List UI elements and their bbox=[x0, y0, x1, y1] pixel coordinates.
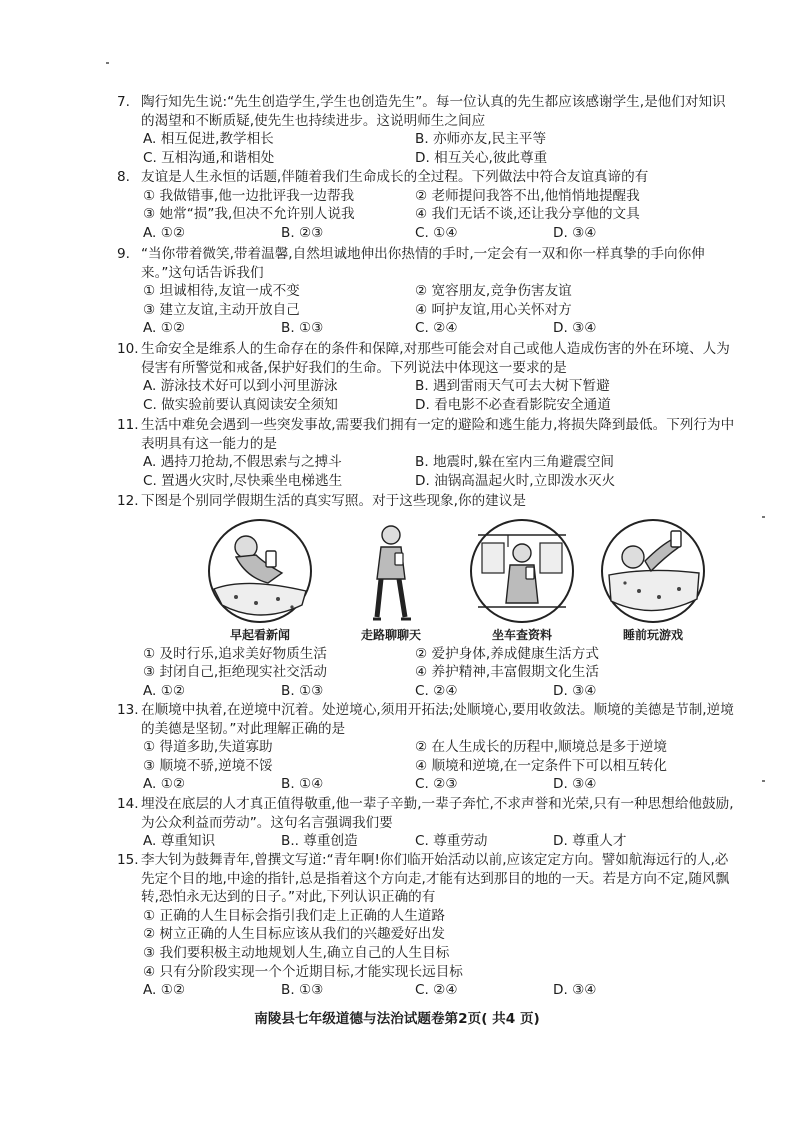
option-b: B. ①④ bbox=[281, 776, 324, 793]
page-footer: 南陵县七年级道德与法治试题卷第2页( 共4 页) bbox=[254, 1011, 540, 1027]
option-a: A. ①② bbox=[143, 776, 186, 793]
statement-2: ② 树立正确的人生目标应该从我们的兴趣爱好出发 bbox=[143, 926, 445, 943]
question-stem: 友谊是人生永恒的话题,伴随着我们生命成长的全过程。下列做法中符合友谊真谛的有 bbox=[141, 169, 649, 185]
person-lying-phone-illustration bbox=[599, 517, 707, 625]
statement-4: ④ 呵护友谊,用心关怀对方 bbox=[415, 301, 572, 318]
person-walking-phone-illustration bbox=[337, 517, 445, 625]
option-c: C. ①④ bbox=[415, 224, 458, 241]
statement-2: ② 宽容朋友,竞争伤害友谊 bbox=[415, 283, 572, 300]
question-number: 15. bbox=[117, 852, 139, 868]
option-c: C. ②④ bbox=[415, 982, 458, 999]
statement-1: ① 正确的人生目标会指引我们走上正确的人生道路 bbox=[143, 907, 445, 924]
option-d: D. 尊重人才 bbox=[553, 833, 627, 850]
option-a: A. ①② bbox=[143, 320, 186, 337]
statement-2: ② 老师提问我答不出,他悄悄地提醒我 bbox=[415, 187, 640, 204]
picture-bedtime-games bbox=[588, 517, 718, 643]
question-stem: 埋没在底层的人才真正值得敬重,他一辈子辛勤,一辈子奔忙,不求声誉和光荣,只有一种思想给他鼓励,为公众利益而劳动”。这句名言强调我们要 bbox=[141, 796, 734, 831]
illustration-strip bbox=[157, 517, 737, 645]
option-b: B. 遇到雷雨天气可去大树下暂避 bbox=[415, 378, 610, 395]
question-number: 10. bbox=[117, 341, 139, 357]
question-number: 13. bbox=[117, 702, 139, 718]
option-d: D. ③④ bbox=[553, 982, 597, 999]
picture-walking-chat bbox=[326, 517, 456, 643]
statement-3: ③ 她常“损”我,但决不允许别人说我 bbox=[143, 206, 355, 223]
statement-3: ③ 我们要积极主动地规划人生,确立自己的人生目标 bbox=[143, 944, 450, 961]
question-8 bbox=[117, 168, 737, 242]
option-c: C. 置遇火灾时,尽快乘坐电梯逃生 bbox=[143, 472, 343, 489]
statement-3: ③ 建立友谊,主动开放自己 bbox=[143, 301, 300, 318]
option-a: A. ①② bbox=[143, 982, 186, 999]
scan-speck bbox=[762, 516, 765, 518]
question-7 bbox=[117, 93, 737, 167]
option-d: D. ③④ bbox=[553, 682, 597, 699]
question-stem: 在顺境中执着,在逆境中沉着。处逆境心,须用开拓法;处顺境心,要用收敛法。顺境的美德是节制,逆境的美德是坚韧。”对此理解正确的是 bbox=[141, 702, 734, 737]
option-d: D. 看电影不必查看影院安全通道 bbox=[415, 396, 611, 413]
statement-3: ③ 顺境不骄,逆境不馁 bbox=[143, 757, 273, 774]
question-14 bbox=[117, 795, 737, 851]
option-c: C. 尊重劳动 bbox=[415, 833, 488, 850]
question-stem: “当你带着微笑,带着温馨,自然坦诚地伸出你热情的手时,一定会有一双和你一样真挚的手向你伸来。”这句话告诉我们 bbox=[141, 246, 705, 281]
question-15 bbox=[117, 851, 737, 1000]
option-a: A. 遇持刀抢劫,不假思索与之搏斗 bbox=[143, 454, 342, 471]
person-on-bus-phone-illustration bbox=[468, 517, 576, 625]
statement-4: ④ 只有分阶段实现一个个近期目标,才能实现长远目标 bbox=[143, 963, 463, 980]
person-in-bed-phone-illustration bbox=[206, 517, 314, 625]
statement-1: ① 坦诚相待,友谊一成不变 bbox=[143, 283, 300, 300]
question-9 bbox=[117, 245, 737, 338]
question-number: 9. bbox=[117, 246, 130, 262]
option-d: D. 相互关心,彼此尊重 bbox=[415, 149, 548, 166]
statement-1: ① 及时行乐,追求美好物质生活 bbox=[143, 645, 327, 662]
scan-speck bbox=[106, 62, 109, 64]
option-b: B. ①③ bbox=[281, 320, 324, 337]
question-12 bbox=[117, 492, 737, 700]
option-c: C. ②④ bbox=[415, 320, 458, 337]
question-number: 8. bbox=[117, 169, 130, 185]
option-c: C. 做实验前要认真阅读安全须知 bbox=[143, 396, 338, 413]
statement-3: ③ 封闭自己,拒绝现实社交活动 bbox=[143, 664, 327, 681]
statement-4: ④ 我们无话不谈,还让我分享他的文具 bbox=[415, 206, 640, 223]
option-a: A. 相互促进,教学相长 bbox=[143, 131, 274, 148]
picture-bus-research bbox=[457, 517, 587, 643]
option-b: B. 亦师亦友,民主平等 bbox=[415, 131, 547, 148]
question-10 bbox=[117, 340, 737, 414]
question-number: 7. bbox=[117, 94, 130, 110]
option-a: A. 尊重知识 bbox=[143, 833, 216, 850]
option-c: C. 互相沟通,和谐相处 bbox=[143, 149, 275, 166]
option-d: D. 油锅高温起火时,立即泼水灭火 bbox=[415, 472, 616, 489]
option-a: A. ①② bbox=[143, 224, 186, 241]
option-d: D. ③④ bbox=[553, 224, 597, 241]
question-13 bbox=[117, 701, 737, 794]
statement-2: ② 爱护身体,养成健康生活方式 bbox=[415, 645, 599, 662]
question-stem: 陶行知先生说:“先生创造学生,学生也创造先生”。每一位认真的先生都应该感谢学生,是他们对知识的渴望和不断质疑,使先生也持续进步。这说明师生之间应 bbox=[141, 94, 726, 129]
question-stem: 生命安全是维系人的生命存在的条件和保障,对那些可能会对自己或他人造成伤害的外在环境、人为侵害有所警觉和戒备,保护好我们的生命。下列说法中体现这一要求的是 bbox=[141, 341, 730, 376]
question-stem: 下图是个别同学假期生活的真实写照。对于这些现象,你的建议是 bbox=[141, 493, 526, 509]
option-a: A. ①② bbox=[143, 682, 186, 699]
option-d: D. ③④ bbox=[553, 320, 597, 337]
option-b: B.. 尊重创造 bbox=[281, 833, 358, 850]
picture-caption: 睡前玩游戏 bbox=[622, 627, 683, 642]
scan-speck bbox=[762, 780, 765, 782]
option-b: B. ②③ bbox=[281, 224, 324, 241]
statement-4: ④ 养护精神,丰富假期文化生活 bbox=[415, 664, 599, 681]
question-stem: 生活中难免会遇到一些突发事故,需要我们拥有一定的避险和逃生能力,将损失降到最低。下列行为中表明具有这一能力的是 bbox=[141, 417, 735, 452]
option-c: C. ②④ bbox=[415, 682, 458, 699]
picture-morning-news bbox=[195, 517, 325, 643]
option-b: B. 地震时,躲在室内三角避震空间 bbox=[415, 454, 615, 471]
option-d: D. ③④ bbox=[553, 776, 597, 793]
picture-caption: 坐车查资料 bbox=[491, 627, 552, 642]
question-number: 12. bbox=[117, 493, 139, 509]
picture-caption: 走路聊聊天 bbox=[360, 627, 421, 642]
option-b: B. ①③ bbox=[281, 982, 324, 999]
statement-1: ① 我做错事,他一边批评我一边帮我 bbox=[143, 187, 355, 204]
option-c: C. ②③ bbox=[415, 776, 458, 793]
picture-caption: 早起看新闻 bbox=[229, 627, 290, 642]
statement-1: ① 得道多助,失道寡助 bbox=[143, 739, 273, 756]
statement-2: ② 在人生成长的历程中,顺境总是多于逆境 bbox=[415, 739, 667, 756]
question-number: 14. bbox=[117, 796, 139, 812]
option-b: B. ①③ bbox=[281, 682, 324, 699]
option-a: A. 游泳技术好可以到小河里游泳 bbox=[143, 378, 338, 395]
question-stem: 李大钊为鼓舞青年,曾撰文写道:“青年啊!你们临开始活动以前,应该定定方向。譬如航海远行的人,必先定个目的地,中途的指针,总是指着这个方向走,才能有达到那目的地的一天。若是方向不定,随风飘转,恐怕永无达到的日子。”对此,下列认识正确的有 bbox=[141, 852, 730, 906]
statement-4: ④ 顺境和逆境,在一定条件下可以相互转化 bbox=[415, 757, 667, 774]
question-11 bbox=[117, 416, 737, 490]
question-number: 11. bbox=[117, 417, 139, 433]
